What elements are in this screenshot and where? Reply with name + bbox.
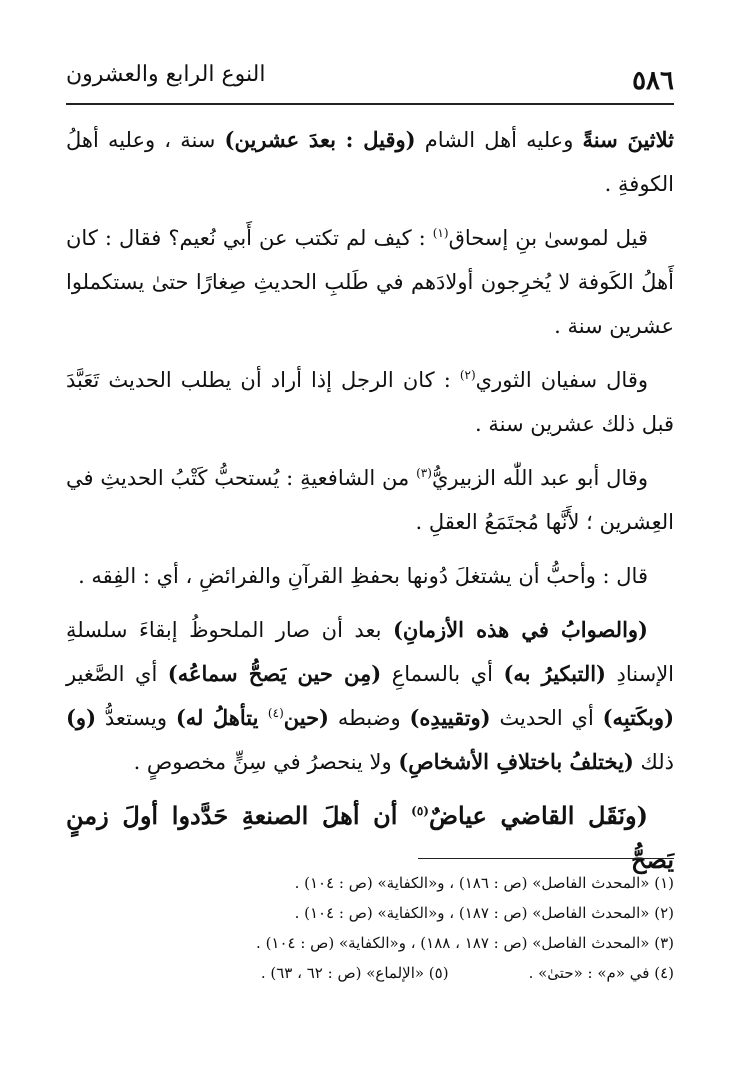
footnote-5: (٥) «الإلماع» (ص : ٦٢ ، ٦٣) . — [260, 964, 449, 982]
matn-text: (حين — [283, 705, 329, 730]
commentary-text: : كيف لم تكتب عن أَبي نُعيم؟ فقال : كان أَهلُ الكَوفة لا يُخرِجون أولادَهم في طَلبِ الحديثِ صِغارًا حتىٰ يستكملوا عشرين سنة . — [66, 226, 674, 338]
footnote-row — [66, 958, 674, 988]
footnote-ref-2: (٢) — [459, 368, 476, 382]
footnotes — [66, 868, 674, 988]
matn-text: (يختلفُ باختلافِ الأشخاصِ) — [398, 749, 634, 774]
commentary-text: من الشافعيةِ : يُستحبُّ كَتْبُ الحديثِ في العِشرين ؛ لأَنَّها مُجتَمَعُ العقلِ . — [66, 466, 674, 534]
footnote-ref-1: (١) — [432, 226, 449, 240]
footnote-3: (٣) «المحدث الفاصل» (ص : ١٨٧ ، ١٨٨) ، و«الكفاية» (ص : ١٠٤) . — [256, 934, 674, 952]
page-header — [66, 56, 674, 104]
footnote-ref-4: (٤) — [267, 706, 284, 720]
commentary-text: أي الصَّغير — [66, 662, 168, 686]
main-text — [66, 118, 674, 892]
matn-text: (مِن حين يَصحُّ سماعُه) — [167, 661, 382, 686]
matn-text: (وقيل : بعدَ عشرين) — [224, 127, 416, 152]
paragraph-2 — [66, 216, 674, 348]
matn-text: (و) — [66, 705, 97, 730]
footnote-4: (٤) في «م» : «حتىٰ» . — [528, 964, 674, 982]
paragraph-1 — [66, 118, 674, 206]
footnote-rule — [418, 858, 674, 859]
matn-text: (ونَقَل القاضي عياضٌ — [428, 801, 648, 830]
paragraph-4 — [66, 456, 674, 544]
commentary-text: أي الحديث — [490, 706, 603, 730]
header-rule — [66, 103, 674, 105]
matn-text: ثلاثينَ سنةً — [582, 127, 675, 152]
commentary-text: وضبطه — [329, 706, 410, 730]
commentary-text: قيل لموسىٰ بنِ إسحاق — [448, 226, 648, 250]
page-number: ٥٨٦ — [632, 66, 674, 96]
commentary-text: وقال أبو عبد اللّٰه الزبيريُّ — [431, 466, 648, 490]
matn-text: (التبكيرُ به) — [503, 661, 606, 686]
commentary-text: قال : وأحبُّ أن يشتغلَ دُونها بحفظِ القرآنِ والفرائضِ ، أي : الفِقه . — [78, 564, 648, 588]
commentary-text: وقال سفيان الثوري — [475, 368, 649, 392]
paragraph-6 — [66, 608, 674, 784]
footnote-ref-5: (٥) — [411, 804, 429, 818]
matn-text: أن أهلَ الصنعةِ حَدَّدوا أولَ زمنٍ يَصحُّ — [66, 801, 674, 874]
commentary-text: بعد أن صار الملحوظُ إبقاءَ سلسلةِ الإسنادِ — [66, 618, 675, 686]
commentary-text: وعليه أهل الشام — [415, 128, 583, 152]
matn-text: (وبكَتبِه) — [602, 705, 675, 730]
paragraph-5 — [66, 554, 674, 598]
footnote-2: (٢) «المحدث الفاصل» (ص : ١٨٧) ، و«الكفاية» (ص : ١٠٤) . — [294, 904, 674, 922]
commentary-text: ذلك — [633, 750, 674, 774]
footnote-ref-3: (٣) — [416, 466, 432, 480]
commentary-text: سنة ، وعليه أهلُ الكوفةِ . — [66, 128, 674, 196]
commentary-text: ولا ينحصرُ في سِنٍّ مخصوصٍ . — [133, 750, 399, 774]
footnote-1: (١) «المحدث الفاصل» (ص : ١٨٦) ، و«الكفاية» (ص : ١٠٤) . — [294, 874, 674, 892]
paragraph-3 — [66, 358, 674, 446]
matn-text: يتأهلُ له) — [175, 705, 268, 730]
commentary-text: ويستعدُّ — [96, 706, 176, 730]
commentary-text: أي بالسماعِ — [381, 662, 504, 686]
running-title: النوع الرابع والعشرون — [66, 62, 266, 87]
matn-text: (والصوابُ في هذه الأزمانِ) — [392, 617, 648, 642]
matn-text: (وتقييدِه) — [409, 705, 491, 730]
commentary-text: : كان الرجل إذا أراد أن يطلب الحديث تَعَبَّدَ قبل ذلك عشرين سنة . — [66, 368, 674, 436]
